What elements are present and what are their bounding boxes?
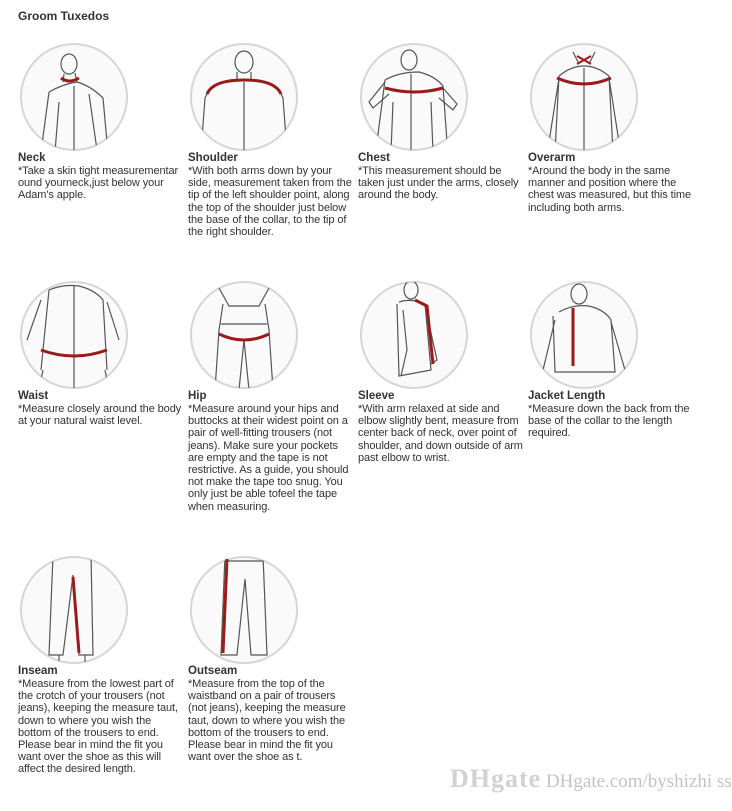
- measurement-description: *This measurement should be taken just under the arms, closely around the body.: [358, 165, 519, 202]
- outseam-measurement-icon: [189, 555, 299, 665]
- measurement-description: *Measure closely around the body at your natural waist level.: [18, 403, 182, 428]
- sleeve-measurement-icon: [359, 280, 469, 390]
- measurement-item-sleeve: [358, 280, 526, 464]
- measurement-description: *Measure from the lowest part of the crotch of your trousers (not jeans), keeping the measure taut, down to where you wish the bottom of the trousers to end. Please bear in mind the fit you want over the shoe as this will affect the desired length.: [18, 678, 178, 776]
- inseam-measurement-icon: [19, 555, 129, 665]
- measurement-item-overarm: [528, 42, 696, 214]
- measurement-item-waist: [18, 280, 186, 427]
- measurement-label: Chest: [358, 152, 390, 164]
- overarm-measurement-icon: [529, 42, 639, 152]
- measurement-description: *Take a skin tight measurementar ound yourneck,just below your Adam's apple.: [18, 165, 179, 202]
- measurement-description: *Measure down the back from the base of the collar to the length required.: [528, 403, 690, 440]
- measurement-label: Shoulder: [188, 152, 238, 164]
- shoulder-measurement-icon: [189, 42, 299, 152]
- measurement-item-jacket-length: [528, 280, 696, 440]
- measurement-item-inseam: [18, 555, 186, 776]
- measurement-label: Inseam: [18, 665, 58, 677]
- measurement-label: Waist: [18, 390, 49, 402]
- neck-measurement-icon: [19, 42, 129, 152]
- measurement-label: Neck: [18, 152, 46, 164]
- hip-measurement-icon: [189, 280, 299, 390]
- measurement-description: *With arm relaxed at side and elbow slightly bent, measure from center back of neck, over point of shoulder, and down outside of arm past elbow to wrist.: [358, 403, 523, 464]
- measurement-label: Hip: [188, 390, 207, 402]
- watermark-text: DHgate.com/byshizhi ss: [545, 771, 732, 792]
- measurement-item-outseam: [188, 555, 356, 763]
- waist-measurement-icon: [19, 280, 129, 390]
- chest-measurement-icon: [359, 42, 469, 152]
- measurement-label: Outseam: [188, 665, 238, 677]
- jacket-length-measurement-icon: [529, 280, 639, 390]
- page-title: Groom Tuxedos: [18, 9, 110, 23]
- watermark: [450, 764, 732, 794]
- measurement-description: *Around the body in the same manner and position where the chest was measured, but this time including both arms.: [528, 165, 691, 214]
- measurement-label: Overarm: [528, 152, 576, 164]
- watermark-brand: DHgate: [450, 764, 542, 793]
- measurement-description: *Measure around your hips and buttocks at their widest point on a pair of well-fitting trousers (not jeans). Make sure your pockets are empty and the tape is not restrictive. As a guide, you should not make the tape too snug. You only just be able tofeel the tape when measuring.: [188, 403, 349, 513]
- measurement-label: Jacket Length: [528, 390, 606, 402]
- measurement-description: *Measure from the top of the waistband on a pair of trousers (not jeans), keeping the measure taut, down to where you wish the bottom of the trousers to end. Please bear in mind the fit you want over the shoe as t.: [188, 678, 346, 764]
- measurement-item-shoulder: [188, 42, 356, 238]
- measurement-description: *With both arms down by your side, measurement taken from the tip of the left shoulder point, along the top of the shoulder just below the base of the collar, to the tip of the right shoulder.: [188, 165, 352, 239]
- measurement-label: Sleeve: [358, 390, 395, 402]
- measurement-item-hip: [188, 280, 356, 513]
- measurement-item-neck: [18, 42, 186, 202]
- measurement-item-chest: [358, 42, 526, 202]
